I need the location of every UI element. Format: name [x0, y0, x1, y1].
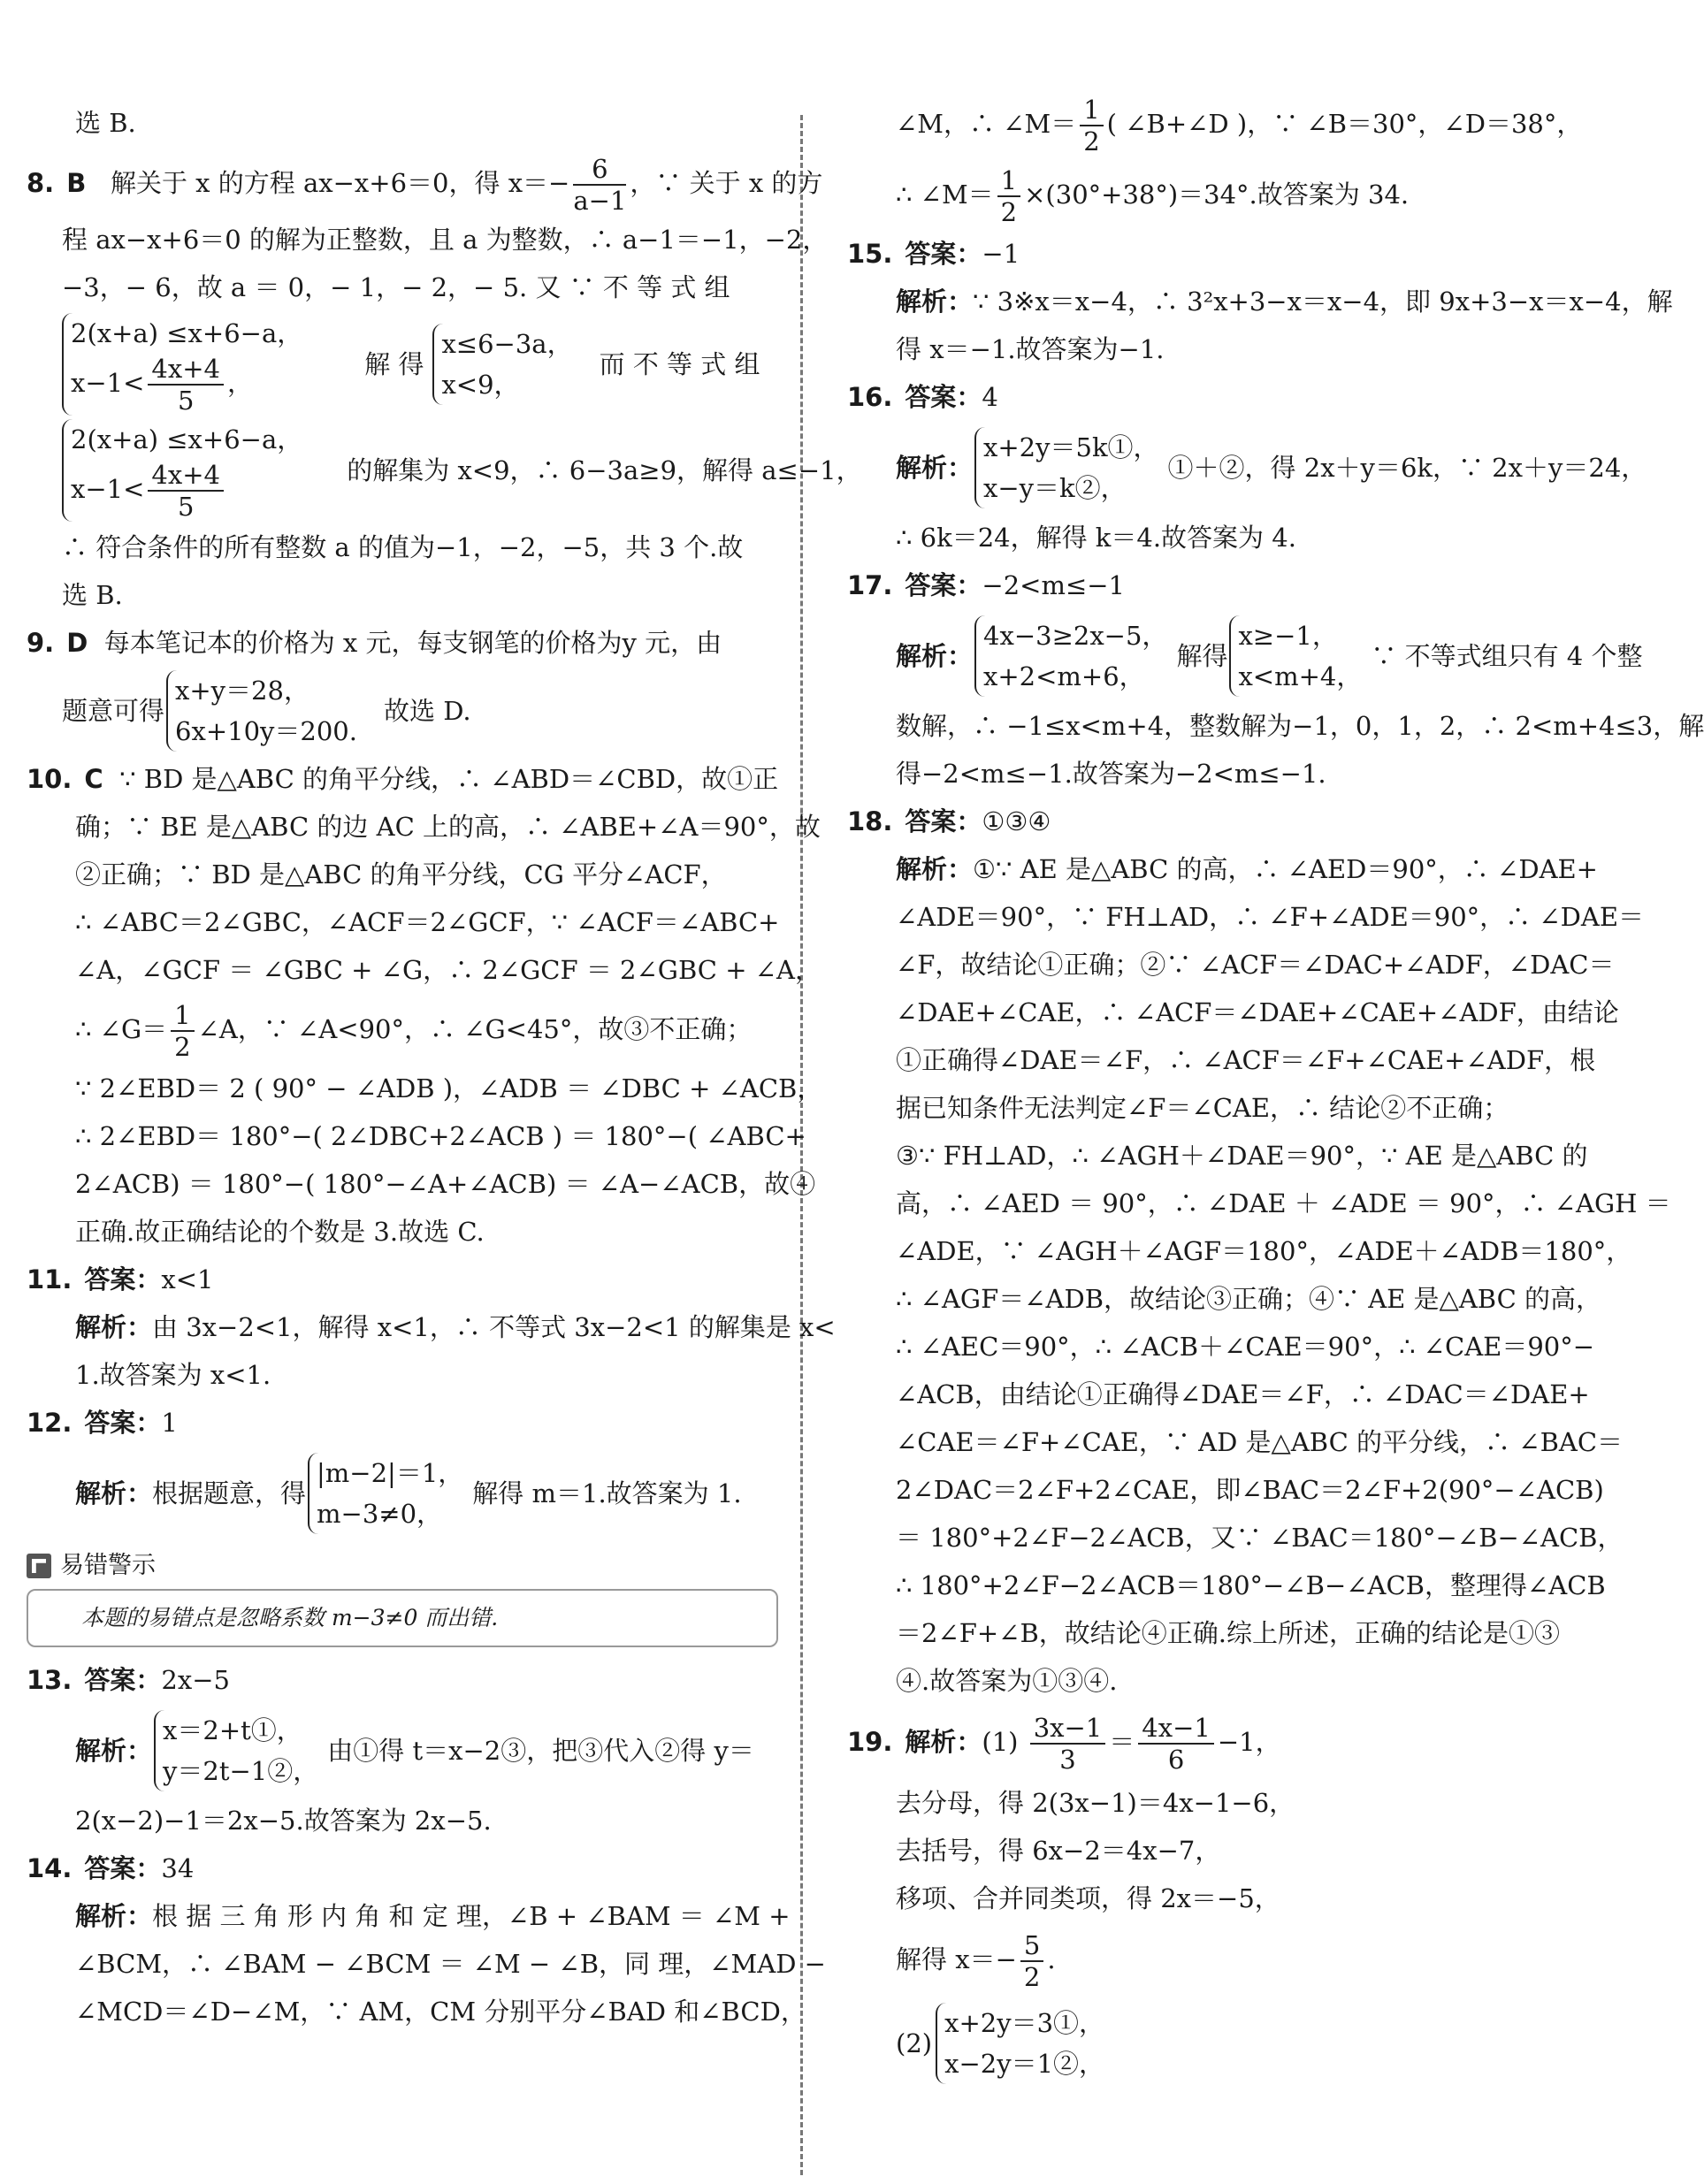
- inequality-system: 2(x+a) ≤x+6−a， x−1< $\frac{4x+4}{5}$: [62, 419, 302, 522]
- fraction: $\frac{1}{2}$: [1080, 95, 1103, 157]
- system-row-1: 2(x+a) ≤x+6−a， x−1< $\frac{4x+4}{5}$ ， 解 得 x≤6−3a， x<9， 而 不 等 式 组: [27, 311, 778, 417]
- solution-system: x≥−1， x<m+4，: [1229, 615, 1362, 697]
- inequality-system: 4x−3≥2x−5， x+2<m+6，: [974, 615, 1167, 697]
- inequality-system: 2(x+a) ≤x+6−a， x−1< $\frac{4x+4}{5}$ ，: [62, 313, 302, 416]
- right-column: [847, 88, 1704, 2089]
- fraction: $\frac{5}{2}$: [1020, 1930, 1043, 1992]
- left-column: [27, 99, 862, 2035]
- question-14-continued: ∠M，∴ ∠M＝ $\frac{1}{2}$ ( ∠B+∠D )，∵ ∠B＝30°，∠D＝38°， ∴ ∠M＝ $\frac{1}{2}$ ×(30°+38°)＝34°.故答案为 34.: [896, 95, 1583, 227]
- warning-box: 本题的易错点是忽略系数 m−3≠0 而出错.: [27, 1589, 778, 1647]
- warning-icon: [27, 1554, 51, 1578]
- question-11: 11. 答案：x<1 解析：由 3x−2<1，解得 x<1，∴ 不等式 3x−2<1 的解集是 x< 1.故答案为 x<1.: [27, 1264, 836, 1390]
- error-warning: 易错警示 本题的易错点是忽略系数 m−3≠0 而出错.: [27, 1548, 778, 1647]
- fraction: $\frac{4x-1}{6}$: [1138, 1713, 1214, 1775]
- equation-system: x+y＝28， 6x+10y＝200.: [166, 670, 357, 752]
- fraction: $\frac{6}{a-1}$: [573, 154, 627, 216]
- question-19: 19. 解析：(1) $\frac{3x-1}{3}$ ＝ $\frac{4x-1}{6}$ −1， 去分母，得 2(3x−1)＝4x−1−6， 去括号，得 6x−2＝4x−7， 移项、合并同类项，得 2x＝−5， 解得 x＝− $\frac{5}{2}$ . (2) x+2y＝3①， x−2y＝1②，: [847, 1705, 1555, 2089]
- fraction: $\frac{3x-1}{3}$: [1030, 1713, 1106, 1775]
- question-15: 15. 答案：−1 解析：∵ 3※x＝x−4，∴ 3²x+3−x＝x−4，即 9x+3−x＝x−4，解 得 x＝−1.故答案为−1.: [847, 239, 1673, 364]
- condition-system: |m−2|＝1， m−3≠0，: [308, 1453, 463, 1534]
- question-13: 13. 答案：2x−5 解析： x＝2+t①， y＝2t−1②， 由①得 t＝x−2③，把③代入②得 y＝ 2(x−2)−1＝2x−5.故答案为 2x−5.: [27, 1665, 754, 1836]
- equation-system: x＝2+t①， y＝2t−1②，: [154, 1710, 318, 1791]
- question-10: 10. C ∵ BD 是△ABC 的角平分线，∴ ∠ABD＝∠CBD，故①正 确；∵ BE 是△ABC 的边 AC 上的高，∴ ∠ABE+∠A＝90°，故 ②正确；∵ BD 是△ABC 的角平分线，CG 平分∠ACF， ∴ ∠ABC＝2∠GBC，∠ACF＝2∠GCF，∵ ∠ACF＝∠ABC+ ∠A，∠GCF ＝ ∠GBC + ∠G，∴ 2∠GCF ＝ 2∠GBC + ∠A， ∴ ∠G＝ $\frac{1}{2}$ ∠A，∵ ∠A<90°，∴ ∠G<45°，故③不正确； ∵ 2∠EBD＝ 2 ( 90° − ∠ADB )，∠ADB ＝ ∠DBC + ∠ACB， ∴ 2∠EBD＝ 180°−( 2∠DBC+2∠ACB ) ＝ 180°−( ∠ABC+ 2∠ACB) ＝ 180°−( 180°−∠A+∠ACB) ＝ ∠A−∠ACB，故④ 正确.故正确结论的个数是 3.故选 C.: [27, 764, 823, 1247]
- question-9: 9. D 每本笔记本的价格为 x 元，每支钢笔的价格为y 元，由 题意可得 x+y＝28， 6x+10y＝200. 故选 D.: [27, 619, 778, 755]
- question-8: 8. B 解关于 x 的方程 ax−x+6＝0，得 x＝− $\frac{6}{a-1}$ ，∵ 关于 x 的方 程 ax−x+6＝0 的解为正整数，且 a 为整数，∴ a−1＝−1，−2， −3，− 6，故 a ＝ 0，− 1，− 2，− 5. 又 ∵ 不 等 式 组 2(x+a) ≤x+6−a， x−1< $\frac{4x+4}{5}$ ， 解 得 x≤6−3a， x<9， 而 不 等 式 组 2(x+a) ≤x+6−a， x−1< $\frac{4x+4}{5}$ 的解集为 x<9，∴ 6−3a≥9，解得 a≤−1， ∴ 符合条件的所有整数 a 的值为−1，−2，−5，共 3 个.故 选 B.: [27, 154, 862, 610]
- question-12: 12. 答案：1 解析： 根据题意，得 |m−2|＝1， m−3≠0， 解得 m＝1.故答案为 1.: [27, 1399, 778, 1539]
- question-18: 18. 答案：①③④ 解析：①∵ AE 是△ABC 的高，∴ ∠AED＝90°，∴ ∠DAE+ ∠ADE＝90°，∵ FH⊥AD，∴ ∠F+∠ADE＝90°，∴ ∠DAE＝ ∠F，故结论①正确；②∵ ∠ACF＝∠DAC+∠ADF，∠DAC＝ ∠DAE+∠CAE，∴ ∠ACF＝∠DAE+∠CAE+∠ADF，由结论 ①正确得∠DAE＝∠F，∴ ∠ACF＝∠F+∠CAE+∠ADF，根 据已知条件无法判定∠F＝∠CAE，∴ 结论②不正确； ③∵ FH⊥AD，∴ ∠AGH＋∠DAE＝90°，∵ AE 是△ABC 的 高，∴ ∠AED ＝ 90°，∴ ∠DAE ＋ ∠ADE ＝ 90°，∴ ∠AGH ＝ ∠ADE，∵ ∠AGH＋∠AGF＝180°，∠ADE＋∠ADB＝180°， ∴ ∠AGF＝∠ADB，故结论③正确；④∵ AE 是△ABC 的高， ∴ ∠AEC＝90°，∴ ∠ACB＋∠CAE＝90°，∴ ∠CAE＝90°− ∠ACB，由结论①正确得∠DAE＝∠F，∴ ∠DAC＝∠DAE+ ∠CAE＝∠F+∠CAE，∵ AD 是△ABC 的平分线，∴ ∠BAC＝ 2∠DAC＝2∠F+2∠CAE，即∠BAC＝2∠F+2(90°−∠ACB) ＝ 180°+2∠F−2∠ACB，又∵ ∠BAC＝180°−∠B−∠ACB， ∴ 180°+2∠F−2∠ACB＝180°−∠B−∠ACB，整理得∠ACB ＝2∠F+∠B，故结论④正确.综上所述，正确的结论是①③ ④.故答案为①③④.: [847, 806, 1671, 1696]
- question-14: 14. 答案：34 解析：根 据 三 角 形 内 角 和 定 理，∠B + ∠BAM ＝ ∠M + ∠BCM，∴ ∠BAM − ∠BCM ＝ ∠M − ∠B，同 理，∠MAD − ∠MCD＝∠D−∠M，∵ AM，CM 分别平分∠BAD 和∠BCD，: [27, 1853, 826, 2027]
- solution-system: x≤6−3a， x<9，: [432, 324, 572, 405]
- fraction: $\frac{1}{2}$: [997, 165, 1020, 227]
- system-row-2: 2(x+a) ≤x+6−a， x−1< $\frac{4x+4}{5}$ 的解集为 x<9，∴ 6−3a≥9，解得 a≤−1，: [27, 417, 778, 523]
- top-line: 选 B.: [75, 108, 136, 138]
- question-16: 16. 答案：4 解析： x+2y＝5k①， x−y＝k②， ①＋②，得 2x＋y＝6k，∵ 2x＋y＝24， ∴ 6k＝24，解得 k＝4.故答案为 4.: [847, 382, 1647, 553]
- question-17: 17. 答案：−2<m≤−1 解析： 4x−3≥2x−5， x+2<m+6， 解得 x≥−1， x<m+4， ∵ 不等式组只有 4 个整 数解，∴ −1≤x<m+4，整数解为−1，0，1，2，∴ 2<m+4≤3，解 得−2<m≤−1.故答案为−2<m≤−1.: [847, 570, 1704, 789]
- equation-system: x+2y＝3①， x−2y＝1②，: [936, 2003, 1104, 2084]
- fraction: $\frac{1}{2}$: [171, 1000, 194, 1062]
- equation-system: x+2y＝5k①， x−y＝k②，: [974, 427, 1159, 508]
